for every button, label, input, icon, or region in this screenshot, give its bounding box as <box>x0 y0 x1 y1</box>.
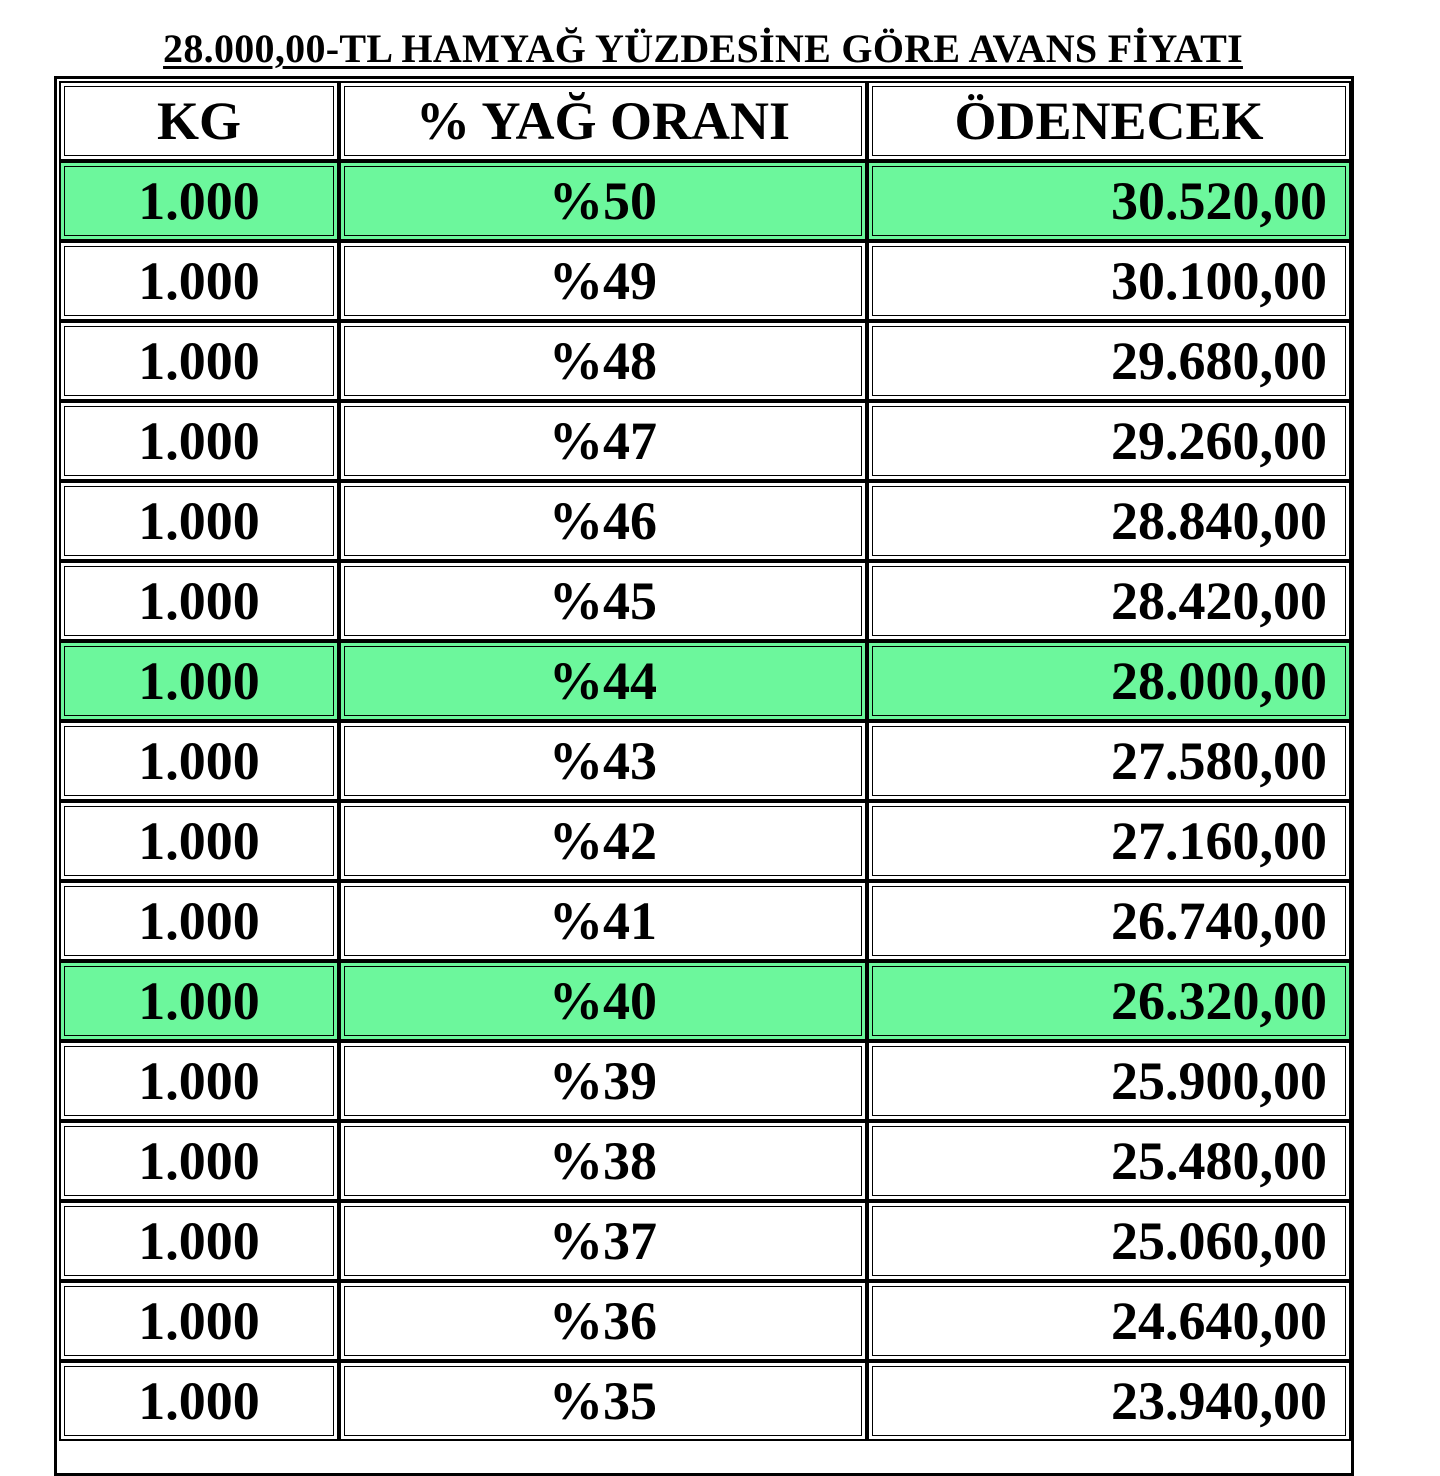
cell-oran: %42 <box>339 801 867 881</box>
cell-odenecek: 27.160,00 <box>867 801 1351 881</box>
cell-kg: 1.000 <box>59 801 339 881</box>
cell-odenecek: 30.520,00 <box>867 161 1351 241</box>
cell-oran: %38 <box>339 1121 867 1201</box>
cell-kg: 1.000 <box>59 161 339 241</box>
cell-kg: 1.000 <box>59 1281 339 1361</box>
table-row <box>59 1281 1349 1361</box>
page-title <box>0 26 1406 72</box>
cell-odenecek: 24.640,00 <box>867 1281 1351 1361</box>
table-row <box>59 721 1349 801</box>
cell-kg: 1.000 <box>59 241 339 321</box>
table-row <box>59 801 1349 881</box>
cell-oran: %46 <box>339 481 867 561</box>
cell-oran: %35 <box>339 1361 867 1441</box>
cell-oran: %43 <box>339 721 867 801</box>
cell-kg: 1.000 <box>59 721 339 801</box>
cell-odenecek: 25.060,00 <box>867 1201 1351 1281</box>
table-row <box>59 161 1349 241</box>
cell-oran: %41 <box>339 881 867 961</box>
cell-odenecek: 26.740,00 <box>867 881 1351 961</box>
cell-odenecek: 26.320,00 <box>867 961 1351 1041</box>
cell-oran: %40 <box>339 961 867 1041</box>
cell-odenecek: 29.680,00 <box>867 321 1351 401</box>
table-row <box>59 961 1349 1041</box>
header-kg: KG <box>59 81 339 161</box>
cell-odenecek: 30.100,00 <box>867 241 1351 321</box>
cell-odenecek: 28.840,00 <box>867 481 1351 561</box>
table-row <box>59 1121 1349 1201</box>
cell-odenecek: 28.420,00 <box>867 561 1351 641</box>
table-row <box>59 241 1349 321</box>
table-row <box>59 561 1349 641</box>
cell-kg: 1.000 <box>59 641 339 721</box>
cell-kg: 1.000 <box>59 561 339 641</box>
cell-oran: %49 <box>339 241 867 321</box>
table-row <box>59 881 1349 961</box>
cell-odenecek: 29.260,00 <box>867 401 1351 481</box>
header-odenecek: ÖDENECEK <box>867 81 1351 161</box>
cell-odenecek: 23.940,00 <box>867 1361 1351 1441</box>
table-row <box>59 321 1349 401</box>
cell-kg: 1.000 <box>59 481 339 561</box>
cell-kg: 1.000 <box>59 961 339 1041</box>
table-body <box>59 161 1349 1441</box>
price-table <box>54 76 1354 1476</box>
cell-odenecek: 25.480,00 <box>867 1121 1351 1201</box>
cell-oran: %36 <box>339 1281 867 1361</box>
cell-oran: %44 <box>339 641 867 721</box>
cell-kg: 1.000 <box>59 401 339 481</box>
cell-kg: 1.000 <box>59 1041 339 1121</box>
cell-kg: 1.000 <box>59 881 339 961</box>
cell-kg: 1.000 <box>59 321 339 401</box>
table-grid <box>59 81 1349 161</box>
cell-kg: 1.000 <box>59 1121 339 1201</box>
table-row <box>59 1361 1349 1441</box>
header-oran: % YAĞ ORANI <box>339 81 867 161</box>
table-row <box>59 1041 1349 1121</box>
table-row <box>59 401 1349 481</box>
cell-odenecek: 27.580,00 <box>867 721 1351 801</box>
table-row <box>59 481 1349 561</box>
page-title-text: 28.000,00-TL HAMYAĞ YÜZDESİNE GÖRE AVANS FİYATI <box>163 26 1243 71</box>
cell-kg: 1.000 <box>59 1361 339 1441</box>
table-row <box>59 641 1349 721</box>
cell-kg: 1.000 <box>59 1201 339 1281</box>
table-row <box>59 1201 1349 1281</box>
cell-oran: %37 <box>339 1201 867 1281</box>
cell-oran: %47 <box>339 401 867 481</box>
cell-oran: %48 <box>339 321 867 401</box>
cell-oran: %50 <box>339 161 867 241</box>
cell-oran: %39 <box>339 1041 867 1121</box>
cell-oran: %45 <box>339 561 867 641</box>
cell-odenecek: 28.000,00 <box>867 641 1351 721</box>
cell-odenecek: 25.900,00 <box>867 1041 1351 1121</box>
